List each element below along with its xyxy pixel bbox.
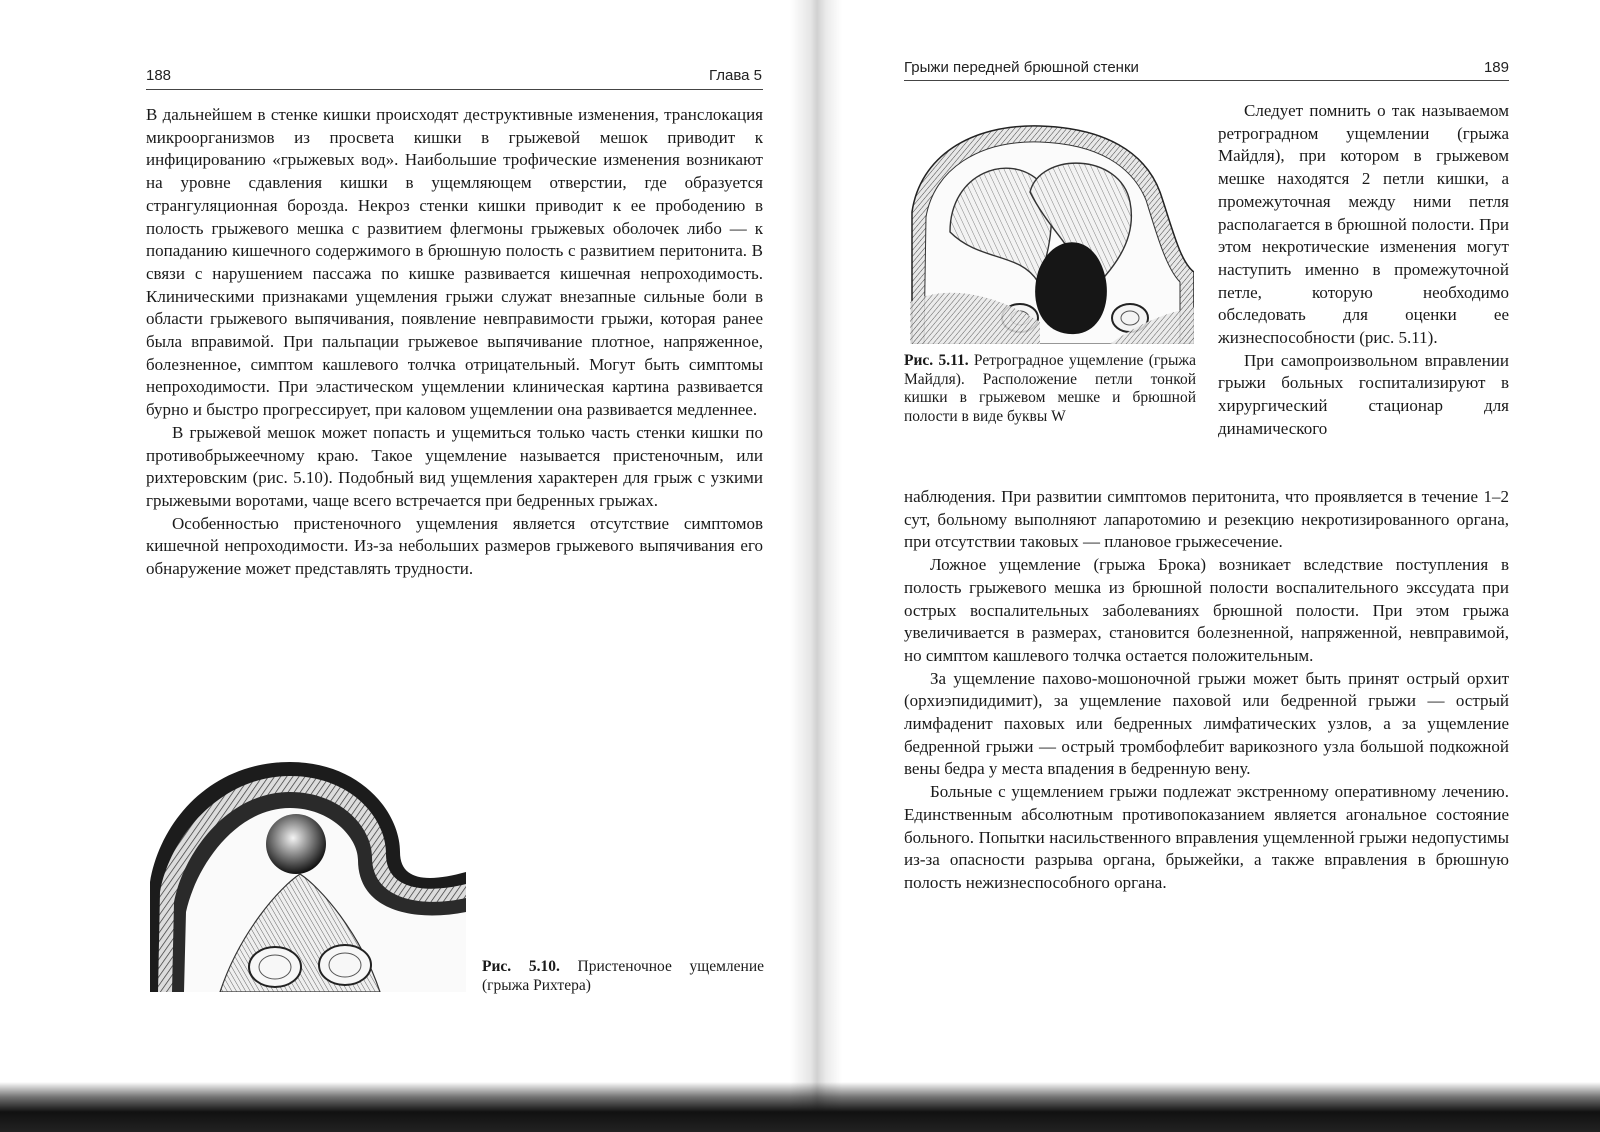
right-body-text [904,486,1509,895]
right-page-number: 189 [1483,59,1509,76]
figure-5-11-illustration [910,122,1194,344]
figure-5-11-caption-label: Рис. 5.11. [904,352,969,369]
left-page-number: 188 [146,67,172,84]
left-body-text [146,104,763,581]
right-paragraph-1: наблюдения. При развитии симптомов перитонита, что проявляется в течение 1–2 сут, больному выполняют лапаротомию и резекцию некротизированного органа, при отсутствии таковых — плановое грыжесечение. [904,487,1509,552]
left-header-rule [146,89,763,90]
right-header-rule [904,80,1509,81]
right-side-text [1218,100,1509,441]
right-side-paragraph-1: Следует помнить о так называемом ретроградном ущемлении (грыжа Майдля), при котором в грыжевом мешке находятся 2 петли кишки, а промежуточная между ними петля располагается в брюшной полости. При этом некротические изменения могут наступить именно в промежуточной петле, которую необходимо обследовать для оценки ее жизнеспособности (рис. 5.11). [1218,101,1509,348]
figure-5-10-illustration [150,762,466,1002]
left-paragraph-2: В грыжевой мешок может попасть и ущемиться только часть стенки кишки по противобрыжеечному краю. Такое ущемление называется пристеночным, или рихтеровским (рис. 5.10). Подобный вид ущемления характерен для грыж с узкими грыжевыми воротами, чаще всего встречается при бедренных грыжах. [146,422,763,510]
figure-5-11-caption-text: Ретроградное ущемление (грыжа Майдля). Расположение петли тонкой кишки в грыжевом мешке и брюшной полости в виде буквы W [904,352,1196,425]
right-side-paragraph-2: При самопроизвольном вправлении грыжи больных госпитализируют в хирургический стационар для динамического [1218,350,1509,438]
right-page [812,0,1600,1132]
right-running-head: Грыжи передней брюшной стенки [904,59,1139,76]
right-paragraph-2: Ложное ущемление (грыжа Брока) возникает вследствие поступления в полость грыжевого мешка из брюшной полости воспалительного экссудата при острых воспалительных заболеваниях брюшной полости. При этом грыжа увеличивается в размерах, становится болезненной, напряженной, невправимой, но симптом кашлевого толчка остается положительным. [904,555,1509,665]
left-running-head: Глава 5 [708,67,762,84]
figure-5-10-caption-text: Пристеночное ущемление (грыжа Рихтера) [482,958,764,994]
scan-bottom-shadow [0,1082,1600,1132]
right-paragraph-3: За ущемление пахово-мошоночной грыжи может быть принят острый орхит (орхиэпидидимит), за ущемление паховой или бедренной грыжи — острый лимфаденит паховых или бедренных лимфатических узлов, а за ущемление бедренной грыжи — острый тромбофлебит варикозного узла большой подкожной вены бедра у места впадения в бедренную вену. [904,668,1509,779]
left-paragraph-1: В дальнейшем в стенке кишки происходят деструктивные изменения, транслокация микроорганизмов из просвета кишки в грыжевой мешок приводит к инфицированию «грыжевых вод». Наибольшие трофические изменения возникают на уровне сдавления кишки в ущемляющем отверстии, где образуется странгуляционная борозда. Некроз стенки кишки приводит к ее прободению в полость грыжевого мешка с развитием флегмоны грыжевых оболочек либо — к попаданию кишечного содержимого в брюшную полость с развитием перитонита. В связи с нарушением пассажа по кишке развивается кишечная непроходимость. Клиническими признаками ущемления грыжи служат внезапные сильные боли в области грыжевого выпячивания, появление невправимости грыжи, которая ранее была вправимой. При пальпации грыжевое выпячивание плотное, напряженное, болезненное, симптом кашлевого толчка отрицательный. Могут быть симптомы непроходимости. При эластическом ущемлении клиническая картина развивается бурно и быстро прогрессирует, при каловом ущемлении она развивается медленнее. [146,105,763,420]
figure-5-11-caption [904,352,1196,426]
figure-5-10-caption [482,958,764,995]
figure-5-10-caption-label: Рис. 5.10. [482,958,560,975]
left-paragraph-3: Особенностью пристеночного ущемления является отсутствие симптомов кишечной непроходимости. Из-за небольших размеров грыжевого выпячивания его обнаружение может представлять трудности. [146,513,763,579]
right-paragraph-4: Больные с ущемлением грыжи подлежат экстренному оперативному лечению. Единственным абсолютным противопоказанием является агональное состояние больного. Попытки насильственного вправления ущемленной грыжи недопустимы из-за опасности разрыва органа, брыжейки, а также вправления в брюшную полость нежизнеспособного органа. [904,782,1509,892]
